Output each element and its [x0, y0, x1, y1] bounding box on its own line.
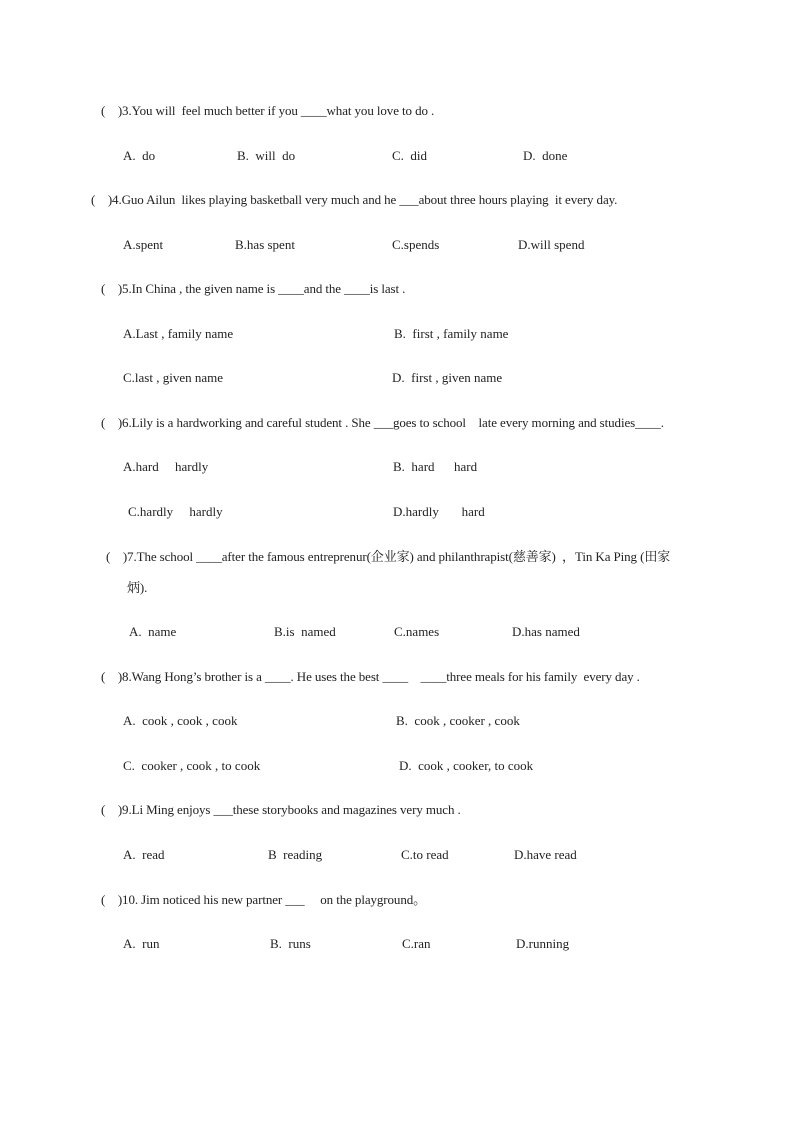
question-3-option-b: B. will do — [237, 148, 296, 163]
question-5-stem: ( )5.In China , the given name is ____and the ____is last . — [101, 281, 406, 296]
question-9-stem: ( )9.Li Ming enjoys ___these storybooks and magazines very much . — [101, 802, 461, 817]
question-7-stem-continued: 炳). — [127, 580, 148, 595]
question-3-option-c: C. did — [392, 148, 428, 163]
question-10-stem: ( )10. Jim noticed his new partner ___ on the playground。 — [101, 892, 427, 907]
question-4-option-c: C.spends — [392, 237, 440, 252]
question-4-stem: ( )4.Guo Ailun likes playing basketball very much and he ___about three hours playing it every day. — [91, 192, 618, 207]
question-6-option-a: A.hard hardly — [123, 459, 209, 474]
question-7-option-a: A. name — [129, 624, 177, 639]
question-5-option-a: A.Last , family name — [123, 326, 234, 341]
question-9-option-c: C.to read — [401, 847, 449, 862]
question-10-option-d: D.running — [516, 936, 570, 951]
question-6-stem: ( )6.Lily is a hardworking and careful student . She ___goes to school late every morning and studies____. — [101, 415, 664, 430]
question-6-option-c: C.hardly hardly — [128, 504, 223, 519]
question-8-option-d: D. cook , cooker, to cook — [399, 758, 534, 773]
question-3-option-d: D. done — [523, 148, 568, 163]
question-9-option-a: A. read — [123, 847, 165, 862]
question-4-option-d: D.will spend — [518, 237, 585, 252]
question-9-option-d: D.have read — [514, 847, 577, 862]
question-6-option-d: D.hardly hard — [393, 504, 485, 519]
question-4-option-b: B.has spent — [235, 237, 295, 252]
question-8-option-a: A. cook , cook , cook — [123, 713, 238, 728]
question-4-option-a: A.spent — [123, 237, 164, 252]
question-6-option-b: B. hard hard — [393, 459, 478, 474]
question-10-option-c: C.ran — [402, 936, 431, 951]
question-3-option-a: A. do — [123, 148, 156, 163]
question-3-stem: ( )3.You will feel much better if you ____what you love to do . — [101, 103, 435, 118]
question-8-option-c: C. cooker , cook , to cook — [123, 758, 261, 773]
question-10-option-b: B. runs — [270, 936, 311, 951]
question-7-option-b: B.is named — [274, 624, 336, 639]
question-5-option-b: B. first , family name — [394, 326, 509, 341]
question-7-stem: ( )7.The school ____after the famous entreprenur(企业家) and philanthrapist(慈善家) ，Tin Ka Ping (田家 — [106, 549, 671, 564]
question-8-option-b: B. cook , cooker , cook — [396, 713, 520, 728]
question-5-option-c: C.last , given name — [123, 370, 224, 385]
question-7-option-c: C.names — [394, 624, 440, 639]
question-5-option-d: D. first , given name — [392, 370, 503, 385]
question-7-option-d: D.has named — [512, 624, 580, 639]
question-10-option-a: A. run — [123, 936, 160, 951]
question-9-option-b: B reading — [268, 847, 323, 862]
question-8-stem: ( )8.Wang Hong’s brother is a ____. He uses the best ____ ____three meals for his family every day . — [101, 669, 640, 684]
